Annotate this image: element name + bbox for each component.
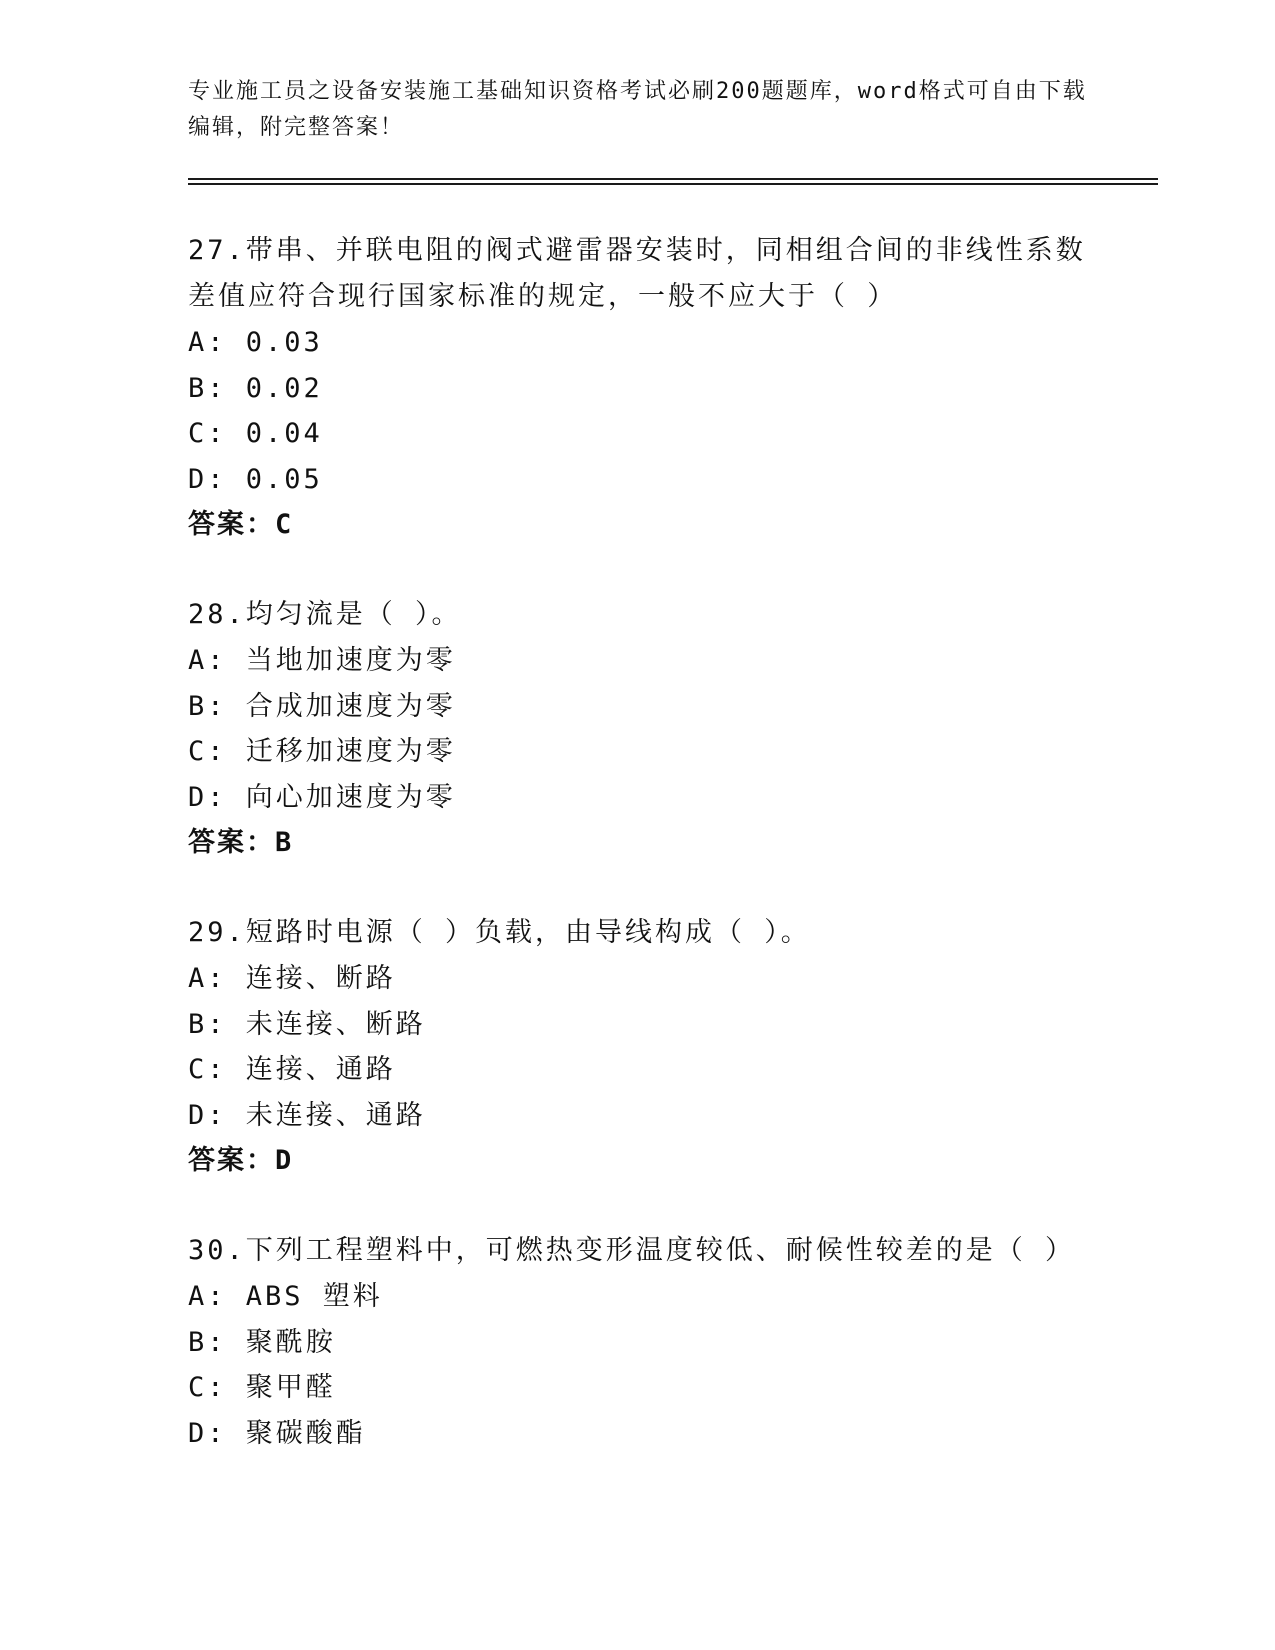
option-a: A: ABS 塑料 [188,1281,383,1312]
option-d: D: 向心加速度为零 [188,781,456,813]
option-a: A: 0.03 [188,327,323,358]
document-header: 专业施工员之设备安装施工基础知识资格考试必刷200题题库，word格式可自由下载编辑，附完整答案！ [188,79,1087,140]
question-29 [188,910,1088,1184]
option-d: D: 聚碳酸酯 [188,1417,366,1449]
header-divider-top [188,178,1158,180]
answer: 答案：B [188,827,294,858]
option-c: C: 聚甲醛 [188,1372,336,1403]
answer: 答案：D [188,1145,294,1176]
question-27 [188,228,1088,548]
question-stem: 29.短路时电源（ ）负载，由导线构成（ ）。 [188,917,811,948]
question-30 [188,1228,1088,1456]
option-b: B: 0.02 [188,372,323,404]
option-d: D: 未连接、通路 [188,1099,426,1131]
option-c: C: 迁移加速度为零 [188,736,456,767]
option-b: B: 未连接、断路 [188,1008,426,1040]
option-c: C: 连接、通路 [188,1054,396,1085]
question-28 [188,592,1088,866]
question-stem: 27.带串、并联电阻的阀式避雷器安装时，同相组合间的非线性系数差值应符合现行国家标准的规定，一般不应大于（ ） [188,235,1086,312]
option-d: D: 0.05 [188,463,323,495]
answer: 答案：C [188,509,294,540]
option-a: A: 当地加速度为零 [188,645,456,676]
option-b: B: 聚酰胺 [188,1326,336,1358]
question-stem: 28.均匀流是（ ）。 [188,599,462,630]
question-stem: 30.下列工程塑料中，可燃热变形温度较低、耐候性较差的是（ ） [188,1235,1076,1266]
option-a: A: 连接、断路 [188,963,396,994]
option-b: B: 合成加速度为零 [188,690,456,722]
option-c: C: 0.04 [188,418,323,449]
header-divider-bottom [188,183,1158,185]
